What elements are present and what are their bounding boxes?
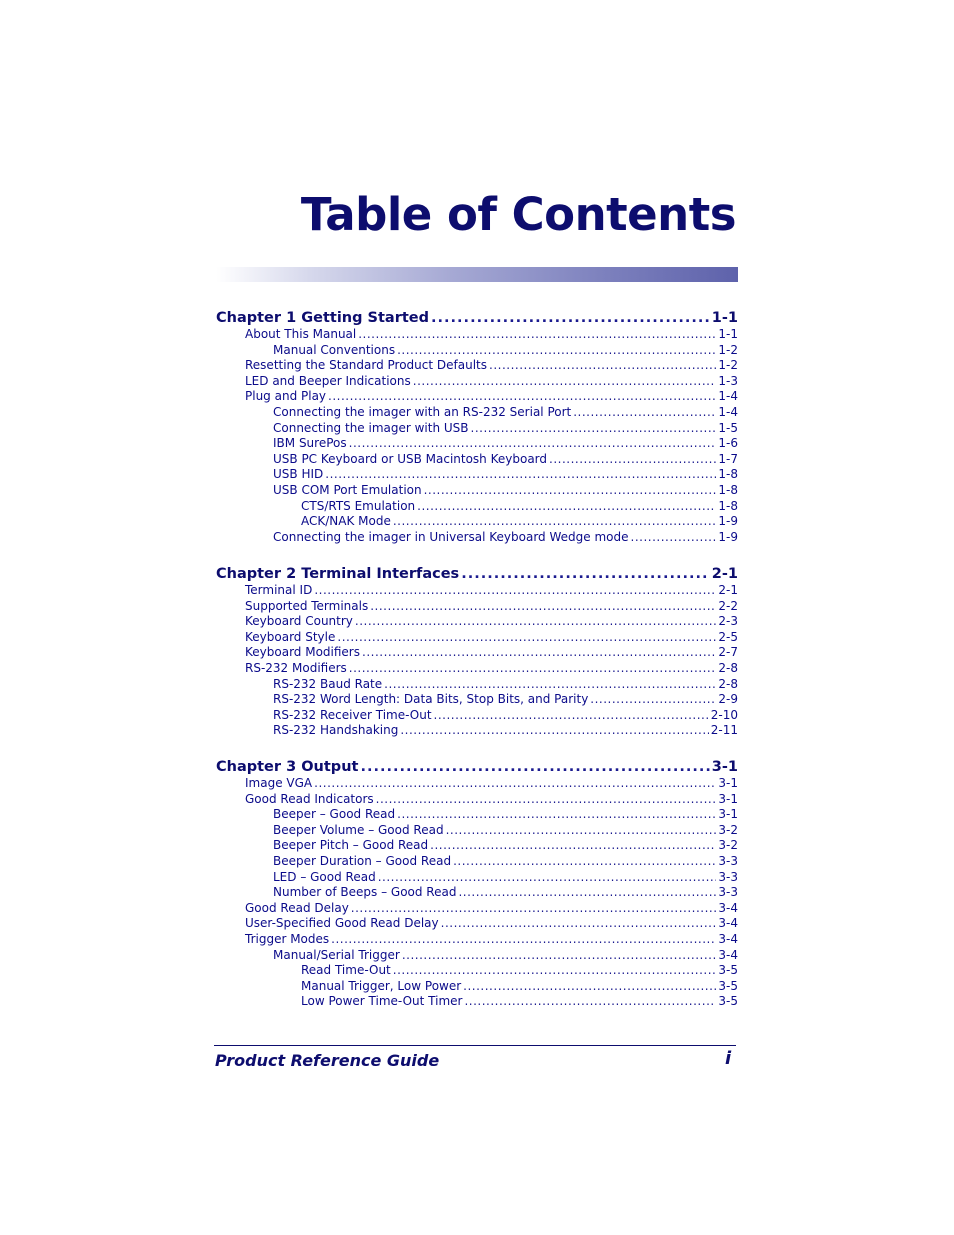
toc-page-number: 3-4 [718, 947, 738, 962]
page-title: Table of Contents [300, 188, 736, 241]
dot-leader [463, 979, 716, 995]
toc-entry-text: USB COM Port Emulation [273, 482, 422, 497]
dot-leader [461, 565, 710, 583]
toc-page-number: 3-5 [718, 978, 738, 993]
dot-leader [446, 823, 717, 839]
toc-entry-text: Chapter 3 Output [216, 759, 359, 775]
toc-page-number: 2-8 [718, 660, 738, 675]
toc-entry[interactable] [216, 405, 738, 421]
toc-entry-text: LED – Good Read [273, 869, 376, 884]
dot-leader [441, 916, 717, 932]
chapter-heading[interactable] [216, 758, 738, 776]
toc-page-number: 1-1 [711, 310, 738, 326]
toc-entry-text: Connecting the imager in Universal Keyboard Wedge mode [273, 529, 629, 544]
toc-entry-text: Read Time-Out [301, 963, 391, 978]
dot-leader [430, 838, 716, 854]
toc-page-number: 1-5 [718, 420, 738, 435]
toc-page-number: 2-7 [718, 645, 738, 660]
dot-leader [337, 630, 716, 646]
toc-entry-text: Chapter 1 Getting Started [216, 310, 430, 326]
dot-leader [351, 901, 717, 917]
toc-page-number: 3-1 [718, 791, 738, 806]
toc-entry[interactable] [216, 630, 738, 646]
dot-leader [328, 389, 716, 405]
toc-entry[interactable] [216, 599, 738, 615]
toc-page-number: 3-4 [718, 916, 738, 931]
toc-entry[interactable] [216, 723, 738, 739]
toc-entry-text: Connecting the imager with an RS-232 Serial Port [273, 404, 572, 419]
toc-entry[interactable] [216, 421, 738, 437]
footer-title: Product Reference Guide [215, 1051, 440, 1070]
toc-entry[interactable] [216, 614, 738, 630]
dot-leader [325, 467, 716, 483]
toc-entry[interactable] [216, 870, 738, 886]
toc-entry[interactable] [216, 885, 738, 901]
toc-entry-text: ACK/NAK Mode [301, 514, 391, 529]
toc-entry[interactable] [216, 916, 738, 932]
toc-page-number: 3-1 [718, 807, 738, 822]
toc-entry[interactable] [216, 389, 738, 405]
dot-leader [378, 870, 717, 886]
toc-page-number: 2-11 [710, 723, 738, 738]
toc-entry-text: RS-232 Word Length: Data Bits, Stop Bits, and Parity [273, 692, 589, 707]
dot-leader [590, 692, 716, 708]
toc-entry[interactable] [216, 692, 738, 708]
toc-entry[interactable] [216, 583, 738, 599]
toc-entry-text: Manual Trigger, Low Power [301, 978, 462, 993]
toc-entry[interactable] [216, 807, 738, 823]
dot-leader [471, 421, 717, 437]
toc-entry-text: RS-232 Receiver Time-Out [273, 707, 432, 722]
toc-page-number: 3-5 [718, 963, 738, 978]
toc-entry-text: RS-232 Baud Rate [273, 676, 383, 691]
dot-leader [413, 374, 717, 390]
toc-page-number: 3-4 [718, 931, 738, 946]
dot-leader [458, 885, 716, 901]
dot-leader [331, 932, 716, 948]
toc-page-number: 2-9 [718, 692, 738, 707]
dot-leader [489, 358, 716, 374]
toc-page-number: 2-3 [718, 614, 738, 629]
toc-page-number: 2-8 [718, 676, 738, 691]
toc-page-number: 3-3 [718, 853, 738, 868]
toc-page-number: 1-8 [718, 467, 738, 482]
dot-leader [400, 723, 708, 739]
toc-entry-text: Low Power Time-Out Timer [301, 994, 463, 1009]
toc-entry-text: Trigger Modes [245, 931, 330, 946]
toc-entry-text: Connecting the imager with USB [273, 420, 469, 435]
title-gradient-bar [216, 267, 738, 282]
dot-leader [464, 994, 716, 1010]
toc-entry-text: Keyboard Modifiers [245, 645, 360, 660]
toc-entry-text: IBM SurePos [273, 436, 347, 451]
toc-entry[interactable] [216, 514, 738, 530]
toc-entry-text: Manual Conventions [273, 342, 396, 357]
toc-entry-text: RS-232 Handshaking [273, 723, 399, 738]
toc-entry-text: USB PC Keyboard or USB Macintosh Keyboard [273, 451, 548, 466]
toc-entry[interactable] [216, 854, 738, 870]
toc-page-number: 3-1 [718, 776, 738, 790]
dot-leader [402, 948, 717, 964]
toc-entry[interactable] [216, 948, 738, 964]
toc-entry[interactable] [216, 358, 738, 374]
toc-page-number: 1-2 [718, 358, 738, 373]
footer-page-number: i [725, 1048, 732, 1069]
dot-leader [314, 583, 716, 599]
dot-leader [397, 343, 716, 359]
toc-page-number: 1-7 [718, 451, 738, 466]
toc-entry[interactable] [216, 963, 738, 979]
toc-entry-text: CTS/RTS Emulation [301, 498, 416, 513]
toc-entry[interactable] [216, 708, 738, 724]
toc-entry-text: About This Manual [245, 327, 357, 341]
toc-entry[interactable] [216, 374, 738, 390]
toc-entry[interactable] [216, 467, 738, 483]
dot-leader [314, 776, 716, 792]
dot-leader [393, 514, 717, 530]
toc-entry[interactable] [216, 645, 738, 661]
toc-entry[interactable] [216, 932, 738, 948]
toc-page-number: 1-8 [718, 482, 738, 497]
toc-entry-text: Beeper Volume – Good Read [273, 822, 444, 837]
dot-leader [393, 963, 717, 979]
toc-entry-text: USB HID [273, 467, 324, 482]
dot-leader [360, 758, 709, 776]
toc-entry[interactable] [216, 979, 738, 995]
toc-entry[interactable] [216, 776, 738, 792]
toc-page-number: 2-1 [711, 566, 738, 582]
dot-leader [397, 807, 716, 823]
dot-leader [349, 436, 717, 452]
toc-entry-text: Number of Beeps – Good Read [273, 885, 457, 900]
toc-page-number: 1-1 [718, 327, 738, 341]
toc-entry[interactable] [216, 792, 738, 808]
toc-page-number: 2-5 [718, 629, 738, 644]
dot-leader [417, 499, 716, 515]
toc-entry[interactable] [216, 823, 738, 839]
toc-entry[interactable] [216, 452, 738, 468]
toc-entry[interactable] [216, 499, 738, 515]
dot-leader [370, 599, 716, 615]
toc-page-number: 1-9 [718, 529, 738, 544]
toc-page-number: 1-4 [718, 404, 738, 419]
toc-entry-text: Good Read Indicators [245, 791, 374, 806]
toc-page-number: 2-2 [718, 598, 738, 613]
dot-leader [431, 309, 710, 327]
toc-entry[interactable] [216, 483, 738, 499]
dot-leader [358, 327, 716, 343]
toc-page-number: 1-8 [718, 498, 738, 513]
dot-leader [355, 614, 716, 630]
chapter-2-section [216, 565, 738, 739]
toc-entry-text: Keyboard Style [245, 629, 336, 644]
toc-entry-text: Beeper Pitch – Good Read [273, 838, 429, 853]
toc-entry[interactable] [216, 838, 738, 854]
toc-entry-text: User-Specified Good Read Delay [245, 916, 439, 931]
toc-page-number: 1-9 [718, 514, 738, 529]
toc-page-number: 3-3 [718, 869, 738, 884]
toc-entry-text: Resetting the Standard Product Defaults [245, 358, 487, 373]
toc-entry[interactable] [216, 436, 738, 452]
toc-page-number: 3-2 [718, 838, 738, 853]
toc-entry-text: Manual/Serial Trigger [273, 947, 400, 962]
toc-entry[interactable] [216, 343, 738, 359]
toc-page-number: 3-1 [711, 759, 738, 775]
toc-entry[interactable] [216, 327, 738, 343]
dot-leader [549, 452, 716, 468]
toc-entry[interactable] [216, 530, 738, 546]
chapter-3-section [216, 758, 738, 1010]
footer-rule [214, 1045, 736, 1046]
toc-entry[interactable] [216, 677, 738, 693]
toc-page-number: 1-6 [718, 436, 738, 451]
toc-entry-text: Good Read Delay [245, 900, 349, 915]
toc-entry-text: Beeper Duration – Good Read [273, 853, 452, 868]
toc-page-number: 1-3 [718, 373, 738, 388]
toc-page-number: 3-4 [718, 900, 738, 915]
chapter-1-section [216, 309, 738, 545]
dot-leader [631, 530, 717, 546]
dot-leader [434, 708, 709, 724]
dot-leader [376, 792, 717, 808]
toc-entry-text: RS-232 Modifiers [245, 660, 347, 675]
toc-entry-text: LED and Beeper Indications [245, 373, 411, 388]
dot-leader [453, 854, 716, 870]
toc-page-number: 2-10 [710, 707, 738, 722]
toc-page-number: 3-5 [718, 994, 738, 1009]
toc-entry-text: Keyboard Country [245, 614, 353, 629]
toc-entry-text: Image VGA [245, 776, 313, 790]
toc-entry-text: Chapter 2 Terminal Interfaces [216, 566, 460, 582]
toc-entry[interactable] [216, 901, 738, 917]
chapter-heading[interactable] [216, 565, 738, 583]
dot-leader [573, 405, 716, 421]
toc-page-number: 2-1 [718, 583, 738, 597]
dot-leader [349, 661, 717, 677]
toc-entry-text: Terminal ID [245, 583, 313, 597]
toc-page-number: 1-2 [718, 342, 738, 357]
dot-leader [424, 483, 717, 499]
toc-page-number: 3-3 [718, 885, 738, 900]
toc-entry-text: Supported Terminals [245, 598, 369, 613]
dot-leader [384, 677, 716, 693]
toc-entry-text: Beeper – Good Read [273, 807, 396, 822]
chapter-heading[interactable] [216, 309, 738, 327]
toc-entry-text: Plug and Play [245, 389, 327, 404]
toc-entry[interactable] [216, 661, 738, 677]
toc-entry[interactable] [216, 994, 738, 1010]
toc-page-number: 1-4 [718, 389, 738, 404]
toc-page-number: 3-2 [718, 822, 738, 837]
dot-leader [362, 645, 716, 661]
